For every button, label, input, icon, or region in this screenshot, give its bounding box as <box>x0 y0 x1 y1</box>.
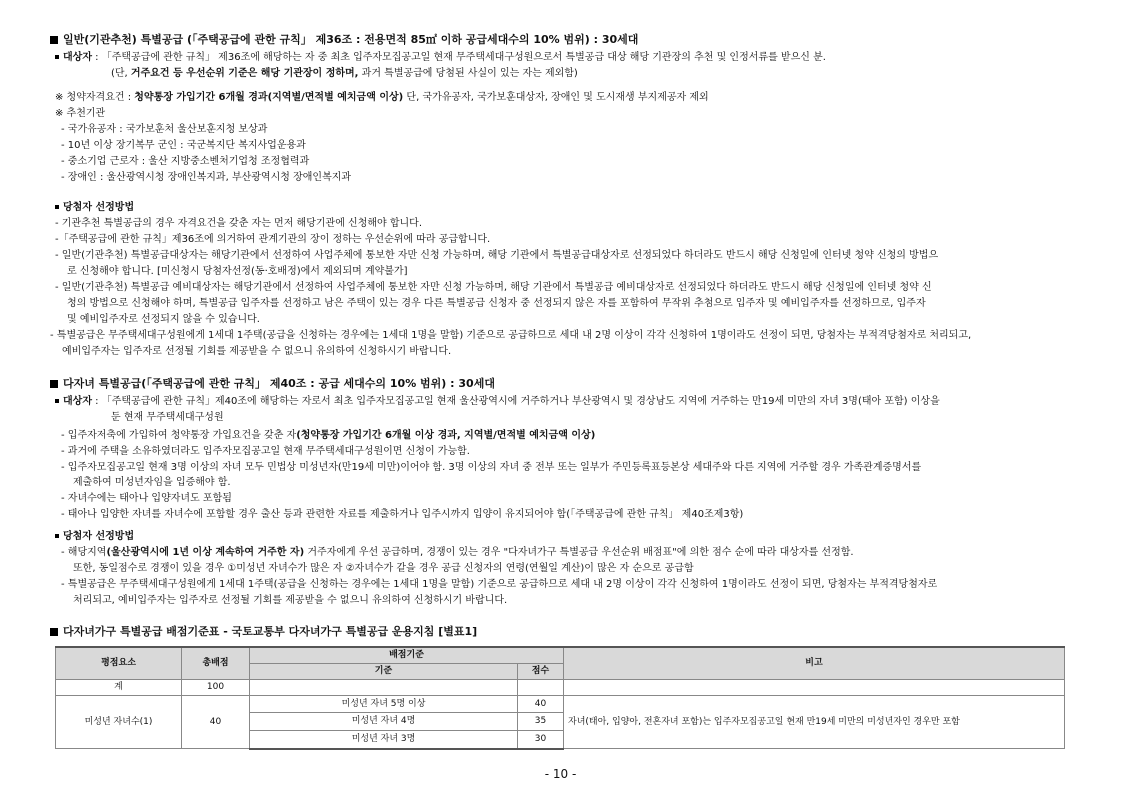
small-square-bullet-icon <box>55 534 59 538</box>
agency-item: - 중소기업 근로자 : 울산 지방중소벤처기업청 조정협력과 <box>61 156 310 167</box>
section2-selection-line: 처리되고, 예비입주자는 입주자로 선정될 기회를 제공받을 수 없으니 유의하여 신청하시기 바랍니다. <box>73 595 508 606</box>
square-bullet-icon <box>50 628 58 636</box>
selection-line: 예비입주자는 입주자로 선정될 기회를 제공받을 수 없으니 유의하여 신청하시기 바랍니다. <box>62 346 452 357</box>
section1-qualification: ※ 청약자격요건 : 청약통장 가입기간 6개월 경과(지역별/면적별 예치금액 이상) 단, 국가유공자, 국가보훈대상자, 장애인 및 도시재생 부지제공자 제외 <box>55 92 709 103</box>
section2-selection-line: - 특별공급은 무주택세대구성원에게 1세대 1주택(공급을 신청하는 경우에는 1세대 1명을 말함) 기준으로 공급하므로 세대 내 2명 이상이 각각 신청하여 1명이라도 선정이 되면, 당첨자는 부적격당첨자로 <box>61 579 938 590</box>
header-criteria: 배점기준 <box>250 647 564 664</box>
table-row <box>56 680 1065 696</box>
selection-line: 청의 방법으로 신청해야 하며, 특별공급 입주자를 선정하고 남은 주택이 있는 경우 다른 특별공급 신청자 중 선정되지 않은 자를 포함하여 무작위 추첨으로 입주자 및 예비입주자를 선정하므로, 입주자 <box>67 298 926 309</box>
section2-bullet: - 입주자모집공고일 현재 3명 이상의 자녀 모두 민법상 미성년자(만19세 미만)이어야 함. 3명 이상의 자녀 중 전부 또는 일부가 주민등록표등본상 세대주와 다른 지역에 거주할 경우 가족관계증명서를 <box>61 462 922 473</box>
header-standard: 기준 <box>250 664 518 680</box>
selection-line: - 일반(기관추천) 특별공급대상자는 해당기관에서 선정하여 사업주체에 통보한 자만 신청 가능하며, 해당 기관에서 특별공급대상자로 선정되었다 하더라도 반드시 해당 신청일에 인터넷 청약 신청의 방법으 <box>55 250 939 261</box>
square-bullet-icon <box>50 380 58 388</box>
score-table <box>55 646 1065 750</box>
selection-line: - 기관추천 특별공급의 경우 자격요건을 갖춘 자는 먼저 해당기관에 신청해야 합니다. <box>55 218 423 229</box>
section2-selection-title: 당첨자 선정방법 <box>55 530 134 543</box>
selection-line: 및 예비입주자로 선정되지 않을 수 있습니다. <box>67 314 260 325</box>
selection-line: - 특별공급은 무주택세대구성원에게 1세대 1주택(공급을 신청하는 경우에는 1세대 1명을 말함) 기준으로 공급하므로 세대 내 2명 이상이 각각 신청하여 1명이라도 선정이 되면, 당첨자는 부적격당첨자로 처리되고, <box>50 330 972 341</box>
criteria-standard: 미성년 자녀 4명 <box>250 713 518 730</box>
small-square-bullet-icon <box>55 205 59 209</box>
small-square-bullet-icon <box>55 55 59 59</box>
selection-line: -「주택공급에 관한 규칙」제36조에 의거하여 관계기관의 장이 정하는 우선순위에 따라 공급합니다. <box>55 234 491 245</box>
section2-bullet: - 입주자저축에 가입하여 청약통장 가입요건을 갖춘 자(청약통장 가입기간 6개월 이상 경과, 지역별/면적별 예치금액 이상) <box>61 430 596 441</box>
agency-item: - 장애인 : 울산광역시청 장애인복지과, 부산광역시청 장애인복지과 <box>61 172 352 183</box>
sum-total: 100 <box>182 680 250 696</box>
selection-line: 로 신청해야 합니다. [미신청시 당첨자선정(동·호배정)에서 제외되며 계약불가] <box>67 266 408 277</box>
criteria-points: 35 <box>518 713 564 730</box>
row-total: 40 <box>182 696 250 749</box>
header-factor: 평점요소 <box>56 647 182 680</box>
header-total: 총배점 <box>182 647 250 680</box>
small-square-bullet-icon <box>55 399 59 403</box>
header-points: 점수 <box>518 664 564 680</box>
section2-bullet: - 태아나 입양한 자녀를 자녀수에 포함할 경우 출산 등과 관련한 자료를 제출하거나 입주시까지 입양이 유지되어야 함(「주택공급에 관한 규칙」 제40조제3항) <box>61 509 744 520</box>
section2-target: 대상자 : 「주택공급에 관한 규칙」제40조에 해당하는 자로서 최초 입주자모집공고일 현재 울산광역시에 거주하거나 부산광역시 및 경상남도 지역에 거주하는 만19세 미만의 자녀 3명(태아 포함) 이상을 <box>55 395 940 408</box>
section2-bullet: - 자녀수에는 태아나 입양자녀도 포함됨 <box>61 493 232 504</box>
row-factor: 미성년 자녀수(1) <box>56 696 182 749</box>
criteria-points: 30 <box>518 730 564 748</box>
agency-title: ※ 추천기관 <box>55 108 106 119</box>
criteria-points: 40 <box>518 696 564 713</box>
section2-heading: 다자녀 특별공급(「주택공급에 관한 규칙」 제40조 : 공급 세대수의 10% 범위) : 30세대 <box>50 377 495 390</box>
table-row <box>56 696 1065 713</box>
section2-bullet: - 과거에 주택을 소유하였더라도 입주자모집공고일 현재 무주택세대구성원이면 신청이 가능함. <box>61 446 470 457</box>
section2-selection-line: - 해당지역(울산광역시에 1년 이상 계속하여 거주한 자) 거주자에게 우선 공급하며, 경쟁이 있는 경우 "다자녀가구 특별공급 우선순위 배점표"에 의한 점수 순에 따라 대상자를 선정함. <box>61 547 854 558</box>
criteria-standard: 미성년 자녀 3명 <box>250 730 518 748</box>
section2-target-cont: 둔 현재 무주택세대구성원 <box>111 412 224 423</box>
section3-heading: 다자녀가구 특별공급 배점기준표 - 국토교통부 다자녀가구 특별공급 운용지침 [별표1] <box>50 625 477 638</box>
section1-target-note: (단, 거주요건 등 우선순위 기준은 해당 기관장이 정하며, 과거 특별공급에 당첨된 사실이 있는 자는 제외함) <box>111 68 578 79</box>
section2-bullet: 제출하여 미성년자임을 입증해야 함. <box>73 477 231 488</box>
agency-item: - 10년 이상 장기복무 군인 : 국군복지단 복지사업운용과 <box>61 140 306 151</box>
agency-item: - 국가유공자 : 국가보훈처 울산보훈지청 보상과 <box>61 124 268 135</box>
page-number: - 10 - <box>544 767 577 781</box>
section1-selection-title: 당첨자 선정방법 <box>55 201 134 214</box>
section1-target: 대상자 : 「주택공급에 관한 규칙」 제36조에 해당하는 자 중 최초 입주자모집공고일 현재 무주택세대구성원으로서 특별공급 대상 해당 기관장의 추천 및 인정서류를 받으신 분. <box>55 51 826 64</box>
sum-label: 계 <box>56 680 182 696</box>
square-bullet-icon <box>50 36 58 44</box>
section2-selection-line: 또한, 동일점수로 경쟁이 있을 경우 ①미성년 자녀수가 많은 자 ②자녀수가 같을 경우 공급 신청자의 연령(연월일 계산)이 많은 자 순으로 공급함 <box>73 563 694 574</box>
section1-heading: 일반(기관추천) 특별공급 (「주택공급에 관한 규칙」 제36조 : 전용면적 85㎡ 이하 공급세대수의 10% 범위) : 30세대 <box>50 33 638 46</box>
header-remark: 비고 <box>564 647 1065 680</box>
selection-line: - 일반(기관추천) 특별공급 예비대상자는 해당기관에서 선정하여 사업주체에 통보한 자만 신청 가능하며, 해당 기관에서 특별공급 예비대상자로 선정되었다 하더라도 반드시 해당 신청일에 인터넷 청약 신 <box>55 282 932 293</box>
criteria-standard: 미성년 자녀 5명 이상 <box>250 696 518 713</box>
remark-cell: 자녀(태아, 입양아, 전혼자녀 포함)는 입주자모집공고일 현재 만19세 미만의 미성년자인 경우만 포함 <box>564 696 1065 749</box>
